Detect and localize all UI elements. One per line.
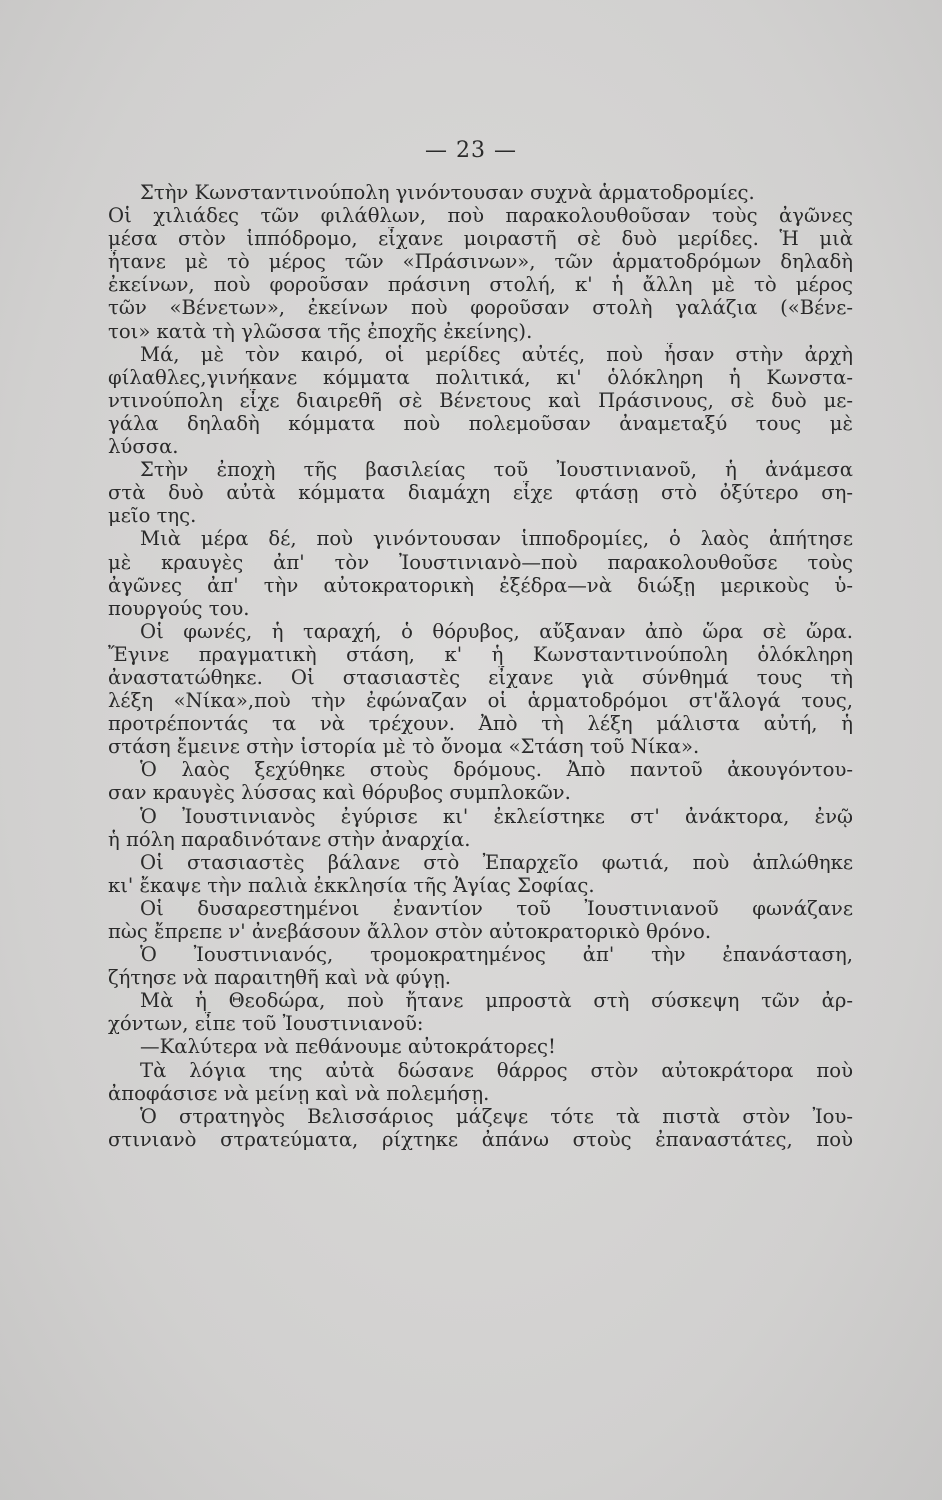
text-line: ἀναστατώθηκε. Οἱ στασιαστὲς εἶχανε γιὰ σύνθημά τους τὴ [108, 665, 853, 689]
text-line: Οἱ φωνές, ἡ ταραχή, ὁ θόρυβος, αὔξαναν ἀπὸ ὥρα σὲ ὥρα. [140, 619, 853, 643]
text-line: ἐκείνων, ποὺ φοροῦσαν πράσινη στολή, κ' ἡ ἄλλη μὲ τὸ μέρος [108, 273, 853, 297]
text-line: λύσσα. [108, 435, 179, 459]
text-line: σαν κραυγὲς λύσσας καὶ θόρυβος συμπλοκῶν. [108, 781, 571, 805]
text-line: Ὁ στρατηγὸς Βελισσάριος μάζεψε τότε τὰ πιστὰ στὸν Ἰου- [140, 1104, 853, 1128]
body-text [108, 181, 853, 1151]
text-line: ἀποφάσισε νὰ μείνῃ καὶ νὰ πολεμήσῃ. [108, 1081, 490, 1105]
text-line: Στὴν ἐποχὴ τῆς βασιλείας τοῦ Ἰουστινιανοῦ, ἡ ἀνάμεσα [140, 458, 853, 482]
page-number: — 23 — [425, 138, 517, 163]
text-line: Μά, μὲ τὸν καιρό, οἱ μερίδες αὐτές, ποὺ ἦσαν στὴν ἀρχὴ [140, 342, 853, 366]
text-line: λέξη «Νίκα»,ποὺ τὴν ἐφώναζαν οἱ ἁρματοδρόμοι στ'ἄλογά τους, [108, 689, 853, 713]
text-line: τῶν «Βένετων», ἐκείνων ποὺ φοροῦσαν στολὴ γαλάζια («Βένε- [108, 296, 853, 320]
text-line: Ἔγινε πραγματικὴ στάση, κ' ἡ Κωνσταντινούπολη ὁλόκληρη [108, 642, 853, 666]
text-line: Μιὰ μέρα δέ, ποὺ γινόντουσαν ἱπποδρομίες, ὁ λαὸς ἀπήτησε [140, 527, 853, 551]
text-line: φίλαθλες,γινήκανε κόμματα πολιτικά, κι' ὁλόκληρη ἡ Κωνστα- [108, 365, 853, 389]
text-line: Στὴν Κωνσταντινούπολη γινόντουσαν συχνὰ ἁρματοδρομίες. [140, 181, 755, 204]
text-line: τοι» κατὰ τὴ γλῶσσα τῆς ἐποχῆς ἐκείνης). [108, 319, 533, 343]
text-line: στινιανὸ στρατεύματα, ρίχτηκε ἀπάνω στοὺς ἐπαναστάτες, ποὺ [108, 1127, 853, 1151]
text-line: κι' ἔκαψε τὴν παλιὰ ἐκκλησία τῆς Ἁγίας Σοφίας. [108, 873, 595, 897]
text-line: ἡ πόλη παραδινότανε στὴν ἀναρχία. [108, 827, 471, 851]
text-line: Τὰ λόγια της αὐτὰ δώσανε θάρρος στὸν αὐτοκράτορα ποὺ [140, 1058, 853, 1082]
text-line: μέσα στὸν ἱππόδρομο, εἶχανε μοιραστῆ σὲ δυὸ μερίδες. Ἡ μιὰ [108, 227, 853, 251]
text-line: μὲ κραυγὲς ἀπ' τὸν Ἰουστινιανὸ—ποὺ παρακολουθοῦσε τοὺς [108, 550, 853, 574]
text-line: πουργούς του. [108, 596, 250, 620]
text-line: χόντων, εἶπε τοῦ Ἰουστινιανοῦ: [108, 1012, 424, 1036]
text-line: Οἱ δυσαρεστημένοι ἐναντίον τοῦ Ἰουστινιανοῦ φωνάζανε [140, 896, 853, 920]
text-line: Οἱ στασιαστὲς βάλανε στὸ Ἐπαρχεῖο φωτιά, ποὺ ἁπλώθηκε [140, 850, 853, 874]
text-line: γάλα δηλαδὴ κόμματα ποὺ πολεμοῦσαν ἀναμεταξύ τους μὲ [108, 411, 853, 435]
text-line: ντινούπολη εἶχε διαιρεθῆ σὲ Βένετους καὶ Πράσινους, σὲ δυὸ με- [108, 388, 853, 412]
text-line: στάση ἔμεινε στὴν ἱστορία μὲ τὸ ὄνομα «Στάση τοῦ Νίκα». [108, 735, 700, 759]
text-line: Ὁ Ἰουστινιανός, τρομοκρατημένος ἀπ' τὴν ἐπανάσταση, [140, 943, 853, 967]
text-line: Ὁ λαὸς ξεχύθηκε στοὺς δρόμους. Ἀπὸ παντοῦ ἀκουγόντου- [140, 758, 853, 782]
text-line: στὰ δυὸ αὐτὰ κόμματα διαμάχη εἶχε φτάσῃ στὸ ὀξύτερο ση- [108, 481, 853, 505]
text-line: Οἱ χιλιάδες τῶν φιλάθλων, ποὺ παρακολουθοῦσαν τοὺς ἀγῶνες [108, 204, 853, 228]
text-line: μεῖο της. [108, 504, 197, 528]
text-line: ἦτανε μὲ τὸ μέρος τῶν «Πράσινων», τῶν ἁρματοδρόμων δηλαδὴ [108, 250, 853, 274]
text-line: —Καλύτερα νὰ πεθάνουμε αὐτοκράτορες! [140, 1035, 556, 1059]
text-line: Ὁ Ἰουστινιανὸς ἐγύρισε κι' ἐκλείστηκε στ' ἀνάκτορα, ἐνῷ [140, 804, 853, 828]
text-line: Μὰ ἡ Θεοδώρα, ποὺ ἤτανε μπροστὰ στὴ σύσκεψη τῶν ἀρ- [140, 989, 853, 1013]
text-line: προτρέποντάς τα νὰ τρέχουν. Ἀπὸ τὴ λέξη μάλιστα αὐτή, ἡ [108, 712, 853, 736]
text-line: πὼς ἔπρεπε ν' ἀνεβάσουν ἄλλον στὸν αὐτοκρατορικὸ θρόνο. [108, 920, 712, 943]
text-line: ζήτησε νὰ παραιτηθῆ καὶ νὰ φύγῃ. [108, 966, 452, 990]
text-line: ἀγῶνες ἀπ' τὴν αὐτοκρατορικὴ ἐξέδρα—νὰ διώξῃ μερικοὺς ὑ- [108, 573, 853, 597]
